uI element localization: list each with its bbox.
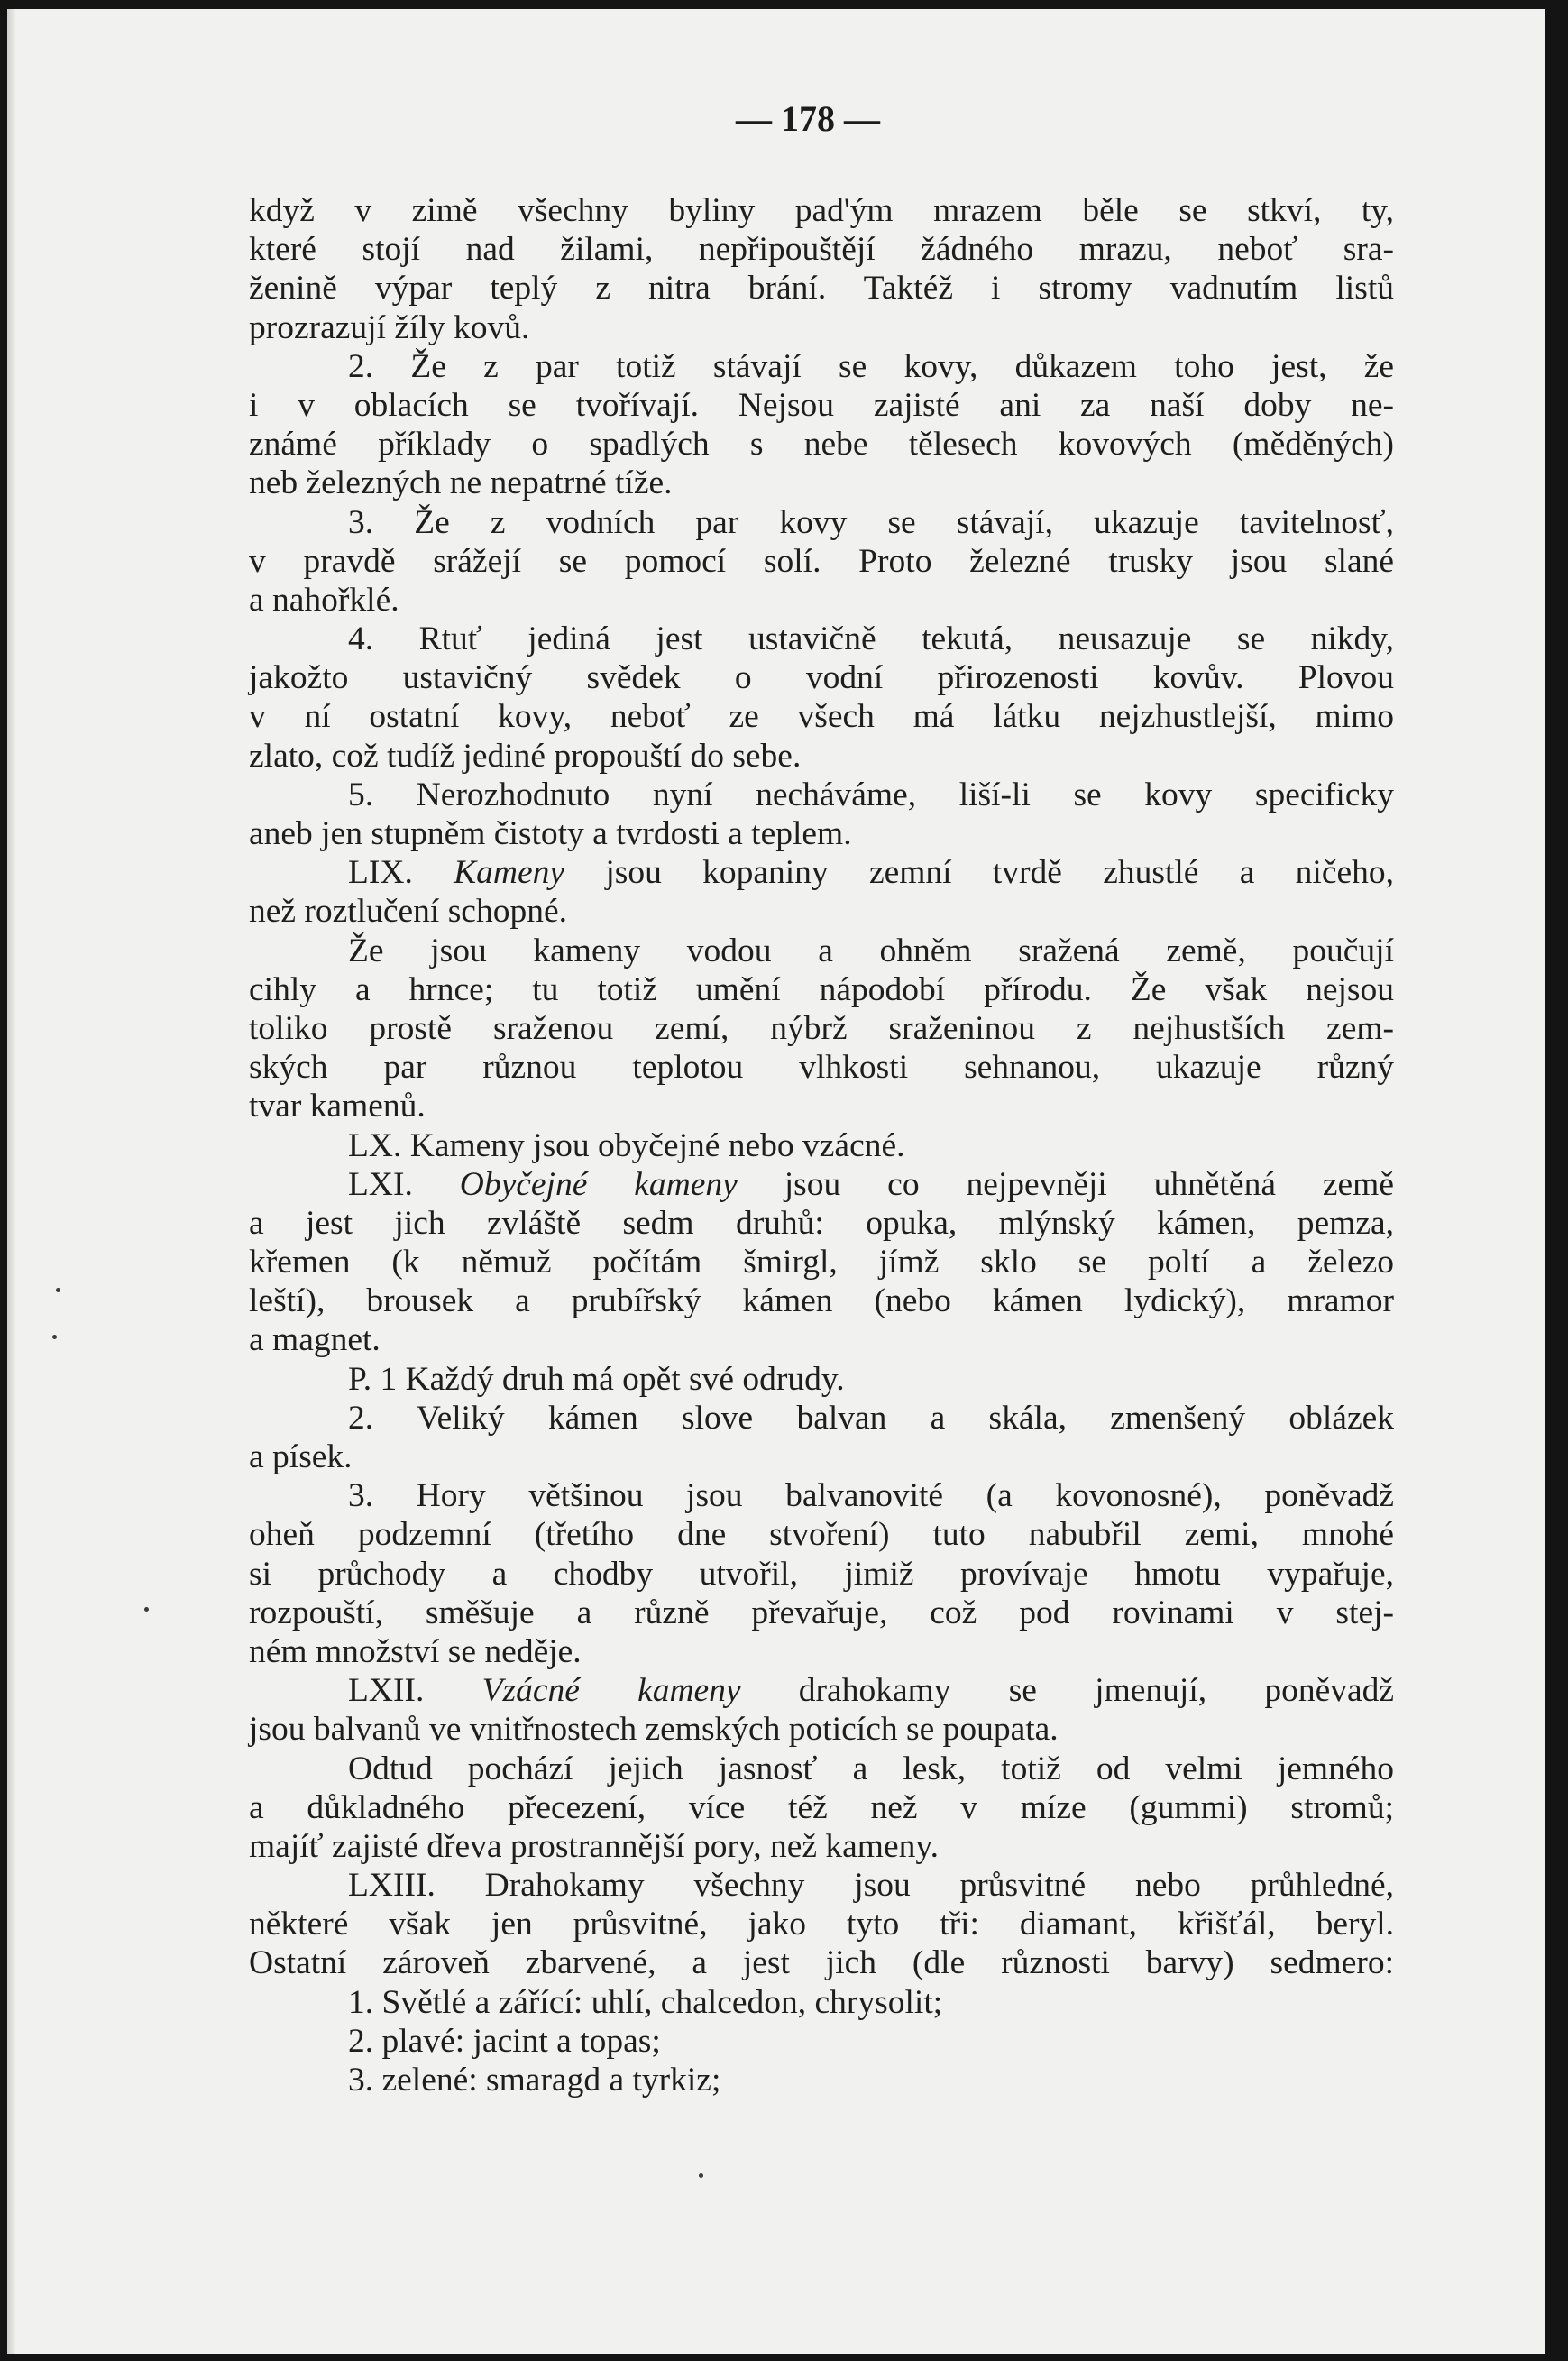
- text-line: a nahořklé.: [249, 581, 399, 619]
- text-line: 4. Rtuť jediná jest ustavičně tekutá, neusazuje se nikdy,: [348, 620, 1394, 658]
- text-line: LX. Kameny jsou obyčejné nebo vzácné.: [348, 1126, 905, 1164]
- text-line: si průchody a chodby utvořil, jimiž provívaje hmotu vypařuje,: [249, 1555, 1394, 1593]
- text-line: rozpouští, směšuje a různě převařuje, což pod rovinami v stej-: [249, 1594, 1394, 1631]
- text-line: Ostatní zároveň zbarvené, a jest jich (dle různosti barvy) sedmero:: [249, 1944, 1394, 1982]
- text-line: neb železných ne nepatrné tíže.: [249, 464, 673, 502]
- text-line: křemen (k němuž počítám šmirgl, jímž sklo se poltí a železo: [249, 1244, 1394, 1282]
- text-line: zlato, což tudíž jediné propouští do sebe.: [249, 737, 802, 775]
- print-speck: [52, 1335, 57, 1339]
- text-line: když v zimě všechny byliny pad'ým mrazem běle se stkví, ty,: [249, 192, 1394, 229]
- text-line: některé však jen průsvitné, jako tyto tři: diamant, křišťál, beryl.: [249, 1906, 1394, 1943]
- text-line: LXIII. Drahokamy všechny jsou průsvitné nebo průhledné,: [348, 1867, 1394, 1905]
- text-line: které stojí nad žilami, nepřipouštějí žádného mrazu, neboť sra-: [249, 231, 1394, 269]
- text-line: toliko prostě sraženou zemí, nýbrž sraženinou z nejhustších zem-: [249, 1009, 1394, 1047]
- text-line: LIX. Kameny jsou kopaniny zemní tvrdě zhustlé a ničeho,: [348, 854, 1394, 892]
- print-speck: [144, 1607, 149, 1612]
- text-line: Odtud pochází jejich jasnosť a lesk, totiž od velmi jemného: [348, 1750, 1394, 1787]
- text-line: cihly a hrnce; tu totiž umění nápodobí přírodu. Že však nejsou: [249, 970, 1394, 1008]
- text-line: majíť zajisté dřeva prostrannější pory, než kameny.: [249, 1827, 940, 1865]
- text-line: a důkladného přecezení, více též než v míze (gummi) stromů;: [249, 1788, 1394, 1826]
- text-line: známé příklady o spadlých s nebe tělesech kovových (měděných): [249, 426, 1394, 464]
- text-line: a jest jich zvláště sedm druhů: opuka, mlýnský kámen, pemza,: [249, 1204, 1394, 1242]
- text-line: 5. Nerozhodnuto nyní necháváme, liší-li se kovy specificky: [348, 776, 1394, 813]
- text-line: a písek.: [249, 1438, 353, 1475]
- text-line: 3. Hory většinou jsou balvanovité (a kovonosné), poněvadž: [348, 1477, 1394, 1515]
- text-line: ských par různou teplotou vlhkosti sehnanou, ukazuje různý: [249, 1049, 1394, 1087]
- book-page: [7, 9, 1545, 2354]
- text-line: P. 1 Každý druh má opět své odrudy.: [348, 1360, 845, 1398]
- page-number: — 178 —: [736, 98, 880, 139]
- print-speck: [56, 1288, 60, 1292]
- text-line: oheň podzemní (třetího dne stvoření) tuto nabubřil zemi, mnohé: [249, 1516, 1394, 1554]
- text-line: ném množství se neděje.: [249, 1632, 582, 1670]
- page-edge-shadow: [7, 9, 16, 2354]
- text-line: než roztlučení schopné.: [249, 893, 567, 931]
- text-line: tvar kamenů.: [249, 1088, 426, 1125]
- text-line: 3. zelené: smaragd a tyrkiz;: [348, 2062, 721, 2099]
- text-line: 1. Světlé a zářící: uhlí, chalcedon, chrysolit;: [348, 1983, 943, 2021]
- text-line: LXI. Obyčejné kameny jsou co nejpevněji uhnětěná země: [348, 1165, 1394, 1203]
- text-line: 2. Že z par totiž stávají se kovy, důkazem toho jest, že: [348, 347, 1394, 385]
- text-line: 2. Veliký kámen slove balvan a skála, zmenšený oblázek: [348, 1399, 1394, 1437]
- text-line: jsou balvanů ve vnitřnostech zemských poticích se poupata.: [249, 1711, 1059, 1749]
- text-line: LXII. Vzácné kameny drahokamy se jmenují, poněvadž: [348, 1672, 1395, 1710]
- text-line: Že jsou kameny vodou a ohněm sražená země, poučují: [348, 932, 1394, 969]
- text-line: jakožto ustavičný svědek o vodní přirozenosti kovův. Plovou: [249, 659, 1394, 697]
- text-line: aneb jen stupněm čistoty a tvrdosti a teplem.: [249, 815, 852, 852]
- text-line: leští), brousek a prubířský kámen (nebo kámen lydický), mramor: [249, 1282, 1394, 1320]
- print-speck: [699, 2173, 703, 2178]
- text-line: a magnet.: [249, 1321, 381, 1359]
- text-line: ženině výpar teplý z nitra brání. Taktéž i stromy vadnutím listů: [249, 270, 1394, 308]
- text-line: i v oblacích se tvořívají. Nejsou zajisté ani za naší doby ne-: [249, 386, 1394, 424]
- body-text: [249, 191, 1394, 2099]
- text-line: v ní ostatní kovy, neboť ze všech má látku nejzhustlejší, mimo: [249, 698, 1394, 736]
- text-line: prozrazují žíly kovů.: [249, 308, 530, 346]
- text-line: 2. plavé: jacint a topas;: [348, 2022, 661, 2060]
- text-line: 3. Že z vodních par kovy se stávají, ukazuje tavitelnosť,: [348, 503, 1394, 541]
- text-line: v pravdě srážejí se pomocí solí. Proto železné trusky jsou slané: [249, 542, 1394, 580]
